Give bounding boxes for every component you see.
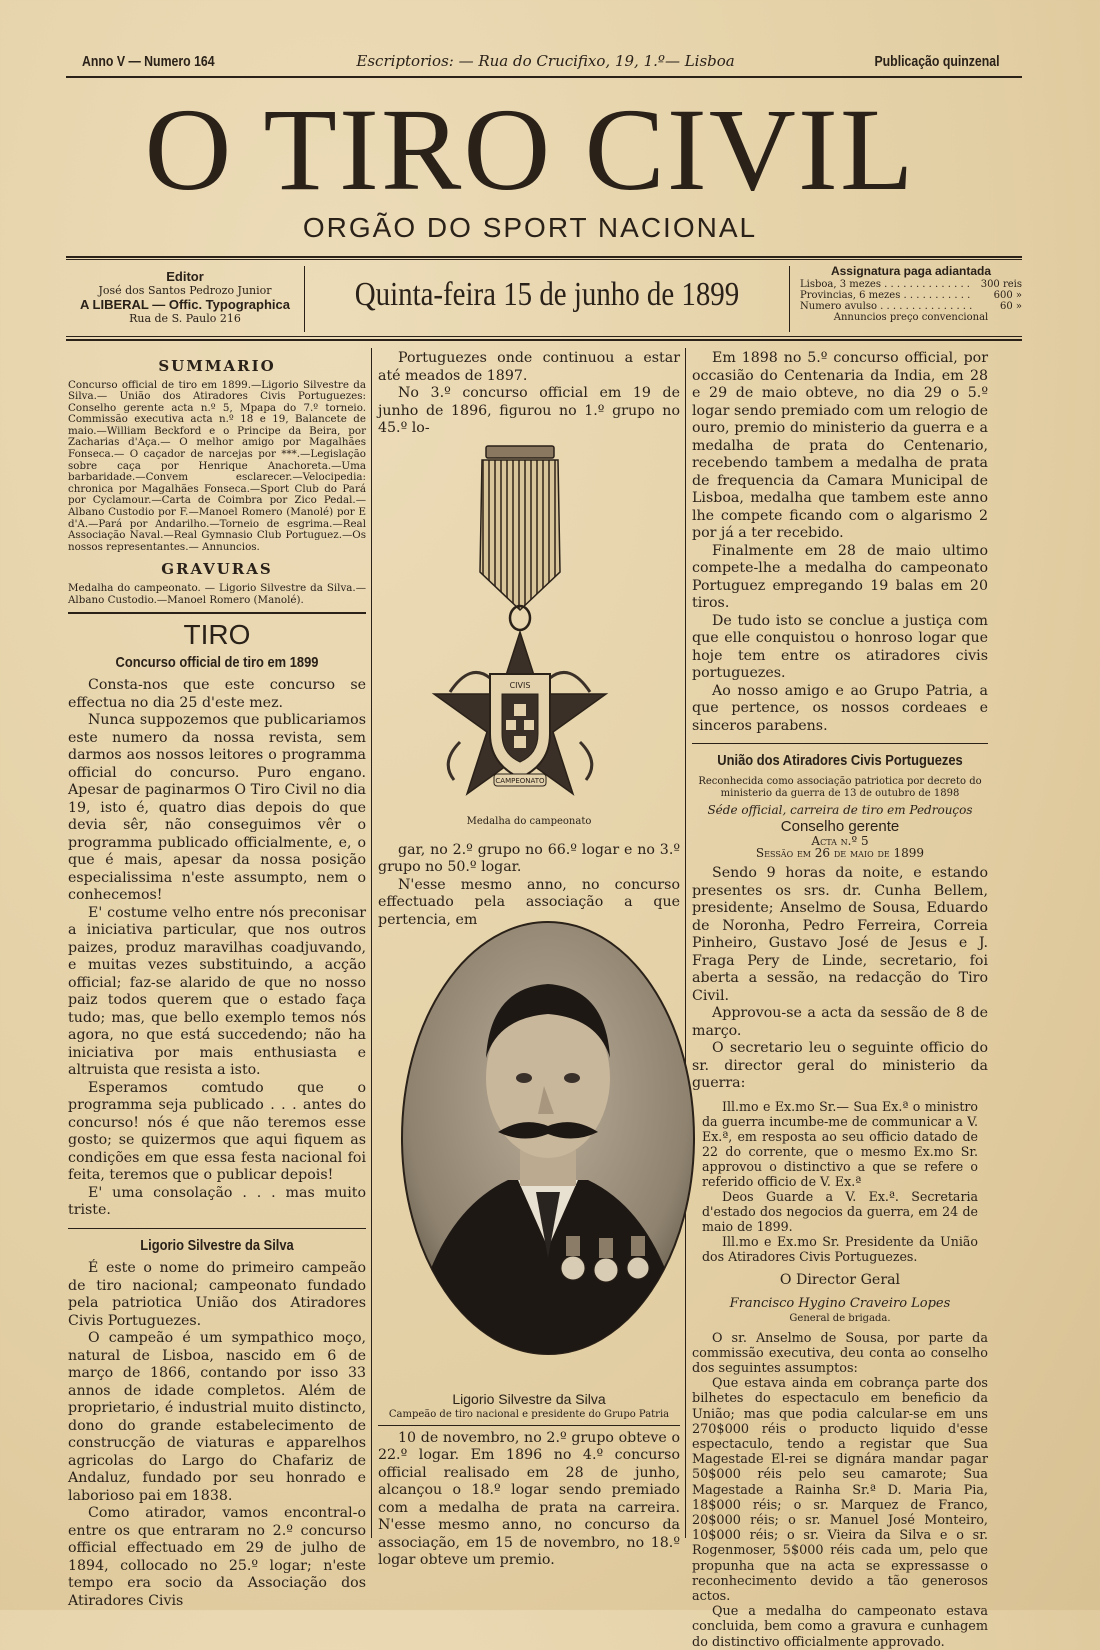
article-heading: União dos Atiradores Civis Portuguezes [717,752,963,769]
paragraph: Ao nosso amigo e ao Grupo Patria, a que pertence, os nossos cordeaes e sinceros parabens. [692,682,988,734]
article-rule [68,1228,366,1229]
info-divider [304,266,305,332]
subscription-row: Numero avulso . . . . . . . . . . . . . . . 60 » [800,301,1022,312]
office-address: Escriptorios: — Rua do Crucifixo, 19, 1.º— Lisboa [356,52,735,70]
article-rule [692,743,988,744]
subscription-footer: Annuncios preço convencional [833,312,989,323]
publication-frequency: Publicação quinzenal [874,52,1000,70]
info-top-rule-thin [66,259,1022,260]
editor-name: José dos Santos Pedrozo Junior [98,284,272,297]
subscription-row: Lisboa, 3 mezes . . . . . . . . . . . . . . 300 reis [800,279,1022,290]
summary-text: Concurso official de tiro em 1899.—Ligorio Silvestre da Silva.— União dos Atiradores Civis Portuguezes: Conselho gerente acta n.º 5, Mpapa do 7.º torneio. Commissão executiva acta n.º 18 e 19, Balancete de maio.—William Beckford e o Principe da Beira, por Zacharias d'Aça.— O melhor amigo por Magalhães Fonseca.— O caçador de narcejas por ***.—Legislação sobre caça por Henrique Anachoreta.—Uma barbaridade.—Convem esclarecer.—Velocipedia: chronica por Magalhães Fonseca.—Sport Club do Pará por Cyclamour.—Carta de Coimbra por Zico Pedal.—Albano Custodio por F.—Manoel Romero (Manolé) por E d'A.—Pará por Andarilho.—Torneio de esgrima.—Real Associação Naval.—Real Gymnasio Club Portuguez.—Os nossos representantes.— Annuncios. [68,378,366,553]
recognition-note: Reconhecida como associação patriotica por decreto do ministerio da guerra de 13 de outubro de 1898 [698,775,982,799]
editor-block [66,262,304,336]
column-3 [692,350,988,1650]
masthead-title: O TIRO CIVIL [144,84,916,215]
info-bottom-rule [66,339,1022,341]
paragraph: gar, no 2.º grupo no 66.º logar e no 3.º grupo no 50.º logar. [378,841,680,875]
conselho-heading: Conselho gerente [780,817,900,835]
acta-number: Acta n.º 5 [811,834,869,848]
paragraph: Portuguezes onde continuou a estar até meados de 1897. [378,350,680,384]
gravuras-title: GRAVURAS [161,560,273,579]
info-bar [66,262,1022,336]
info-bottom-rule-thin [66,336,1022,337]
paragraph: E' costume velho entre nós preconisar a iniciativa particular, que nos outros paizes, produz maravilhas coadjuvando, e muitas vezes substituindo, a acção official; faz-se alarido de que no nosso paiz todos querem que o estado faça tudo; mas, que bello exemplo temos nós agora, no que está succedendo; não ha iniciativa por mais enthusiasta e altruista que resista a isto. [68,904,366,1079]
article-heading: Concurso official de tiro em 1899 [115,653,319,671]
paragraph: 10 de novembro, no 2.º grupo obteve o 22.º logar. Em 1896 no 4.º concurso official realisado em 28 de junho, alcançou o 18.º logar sendo premiado com a medalha de prata na carreira. N'esse mesmo anno, no concurso da associação, em 15 de novembro, no 18.º logar obteve um premio. [378,1429,680,1568]
issue-date: Quinta-feira 15 de junho de 1899 [354,276,740,313]
paragraph: Que estava ainda em cobrança parte dos bilhetes do espectaculo em beneficio da União; mas que podia calcular-se em uns 270$000 réis o producto liquido d'esse espectaculo, tendo a registar que Sua Magestade El-rei se dignára mandar pagar 50$000 réis pelo seu camarote; Sua Magestade a Rainha Sr.ª D. Maria Pia, 18$000 réis; o sr. Marquez de Franco, 20$000 réis; o sr. Manuel José Monteiro, 10$000 réis; o sr. Vieira da Silva e o sr. Rogenmoser, 5$000 réis cada um, pelo que propunha que na acta se expressasse o reconhecimento devido a tão generosos actos. [692,1376,988,1604]
ligorio-portrait-image [398,918,698,1358]
section-rule [68,612,366,614]
editor-press: A LIBERAL — Offic. Typographica [80,297,290,312]
info-top-rule [66,256,1022,258]
caption-rule [378,1425,680,1426]
session-date: Sessão em 26 de maio de 1899 [755,846,925,860]
paragraph: Sendo 9 horas da noite, e estando presentes os srs. dr. Cunha Bellem, presidente; Anselmo de Sousa, Eduardo de Noronha, Pedro Ferreira, Correia Pinheiro, Gustavo José de Jesus e J. Fraga Pery de Linde, secretario, foi aberta a sessão, na redacção do Tiro Civil. [692,865,988,1004]
paragraph: Como atirador, vamos encontral-o entre os que entraram no 2.º concurso official effectuado em 29 de julho de 1894, collocado no 25.º logar; n'este tempo era socio da Associação dos Atiradores Civis [68,1505,366,1609]
paragraph: Esperamos comtudo que o programma seja publicado . . . antes do concurso! nós é que não teremos esse gosto; se quizermos que aqui fiquem as condições em que essa festa nacional foi feita, teremos que o publicar depois! [68,1079,366,1184]
column-1 [68,350,366,1610]
paragraph: De tudo isto se conclue a justiça com que elle conquistou o honroso logar que hoje tem entre os atiradores civis portuguezes. [692,612,988,681]
paragraph: É este o nome do primeiro campeão de tiro nacional; campeonato fundado pela patriotica União dos Atiradores Civis Portuguezes. [68,1260,366,1329]
paragraph: O sr. Anselmo de Sousa, por parte da commissão executiva, deu conta ao conselho dos seguintes assumptos: [692,1330,988,1376]
section-title: TIRO [183,619,251,651]
gravuras-text: Medalha do campeonato. — Ligorio Silvestre da Silva.— Albano Custodio.—Manoel Romero (Manolé). [68,581,366,606]
subscription-block [790,262,1022,336]
subscription-row: Provincias, 6 mezes . . . . . . . . . . . 600 » [800,290,1022,301]
summary-title: SUMMARIO [158,357,276,375]
letter-paragraph: Ill.mo e Ex.mo Sr. Presidente da União dos Atiradores Civis Portuguezes. [702,1233,978,1264]
signature-title: O Director Geral [779,1271,901,1288]
signature-rank: General de brigada. [789,1312,891,1324]
paragraph: Approvou-se a acta da sessão de 8 de março. [692,1005,988,1039]
medal-label-civis: CIVIS [509,681,531,690]
paragraph: N'esse mesmo anno, no concurso effectuado pela associação a que pertencia, em [378,876,680,928]
medal-label-campeonato: CAMPEONATO [495,777,545,785]
paragraph: Consta-nos que este concurso se effectua no dia 25 d'este mez. [68,677,366,711]
sede-note: Séde official, carreira de tiro em Pedrouços [707,802,973,817]
editor-address: Rua de S. Paulo 216 [129,312,241,325]
portrait-caption: Campeão de tiro nacional e presidente do Grupo Patria [388,1408,670,1420]
medal-caption: Medalha do campeonato [466,815,592,827]
paragraph: Nunca suppozemos que publicariamos este numero da nossa revista, sem darmos aos nossos leitores o programma official do concurso. Puro engano. Apesar de paginarmos O Tiro Civil no dia 19, isto é, quatro dias depois do que devia sêr, não conseguimos vêr o programma publicado officialmente, e, o que é mais, apesar da nossa posição especialissima n'este assumpto, nem o conhecemos! [68,712,366,904]
letter-paragraph: Ill.mo e Ex.mo Sr.— Sua Ex.ª o ministro da guerra incumbe-me de communicar a V. Ex.ª, em resposta ao seu officio datado de 22 do corrente, que o mesmo Ex.mo Sr. approvou o distinctivo a que se refere o referido officio de V. Ex.ª [702,1098,978,1189]
signature-name: Francisco Hygino Craveiro Lopes [729,1296,951,1311]
paragraph: O campeão é um sympathico moço, natural de Lisboa, nascido em 6 de março de 1866, contando por isso 33 annos de idade completos. Além de proprietario, é industrial muito distincto, dono do grande estabelecimento de construcção de viaturas e apparelhos agricolas do Largo do Chafariz de Andaluz, fundado por seu honrado e laborioso pai em 1838. [68,1330,366,1504]
top-line [82,50,1000,72]
paragraph: O secretario leu o seguinte officio do sr. director geral do ministerio da guerra: [692,1040,988,1091]
column-rule [371,348,372,1538]
subscription-title: Assignatura paga adiantada [830,264,992,278]
paragraph: Que a medalha do campeonato estava concluida, bem como a gravura e cunhagem do distinctivo officialmente approvado. [692,1604,988,1650]
editor-label: Editor [166,269,204,284]
championship-medal-image [410,442,630,802]
top-rule [66,76,1022,78]
article-heading: Ligorio Silvestre da Silva [140,1236,294,1254]
portrait-name: Ligorio Silvestre da Silva [452,1391,606,1407]
paragraph: Finalmente em 28 de maio ultimo compete-lhe a medalha do campeonato Portuguez empregando 19 balas em 20 tiros. [692,542,988,611]
issue-number: Anno V — Numero 164 [82,52,215,70]
paragraph: E' uma consolação . . . mas muito triste. [68,1184,366,1219]
paragraph: No 3.º concurso official em 19 de junho de 1896, figurou no 1.º grupo no 45.º lo- [378,385,680,436]
commission-report [692,1331,988,1650]
paragraph: Em 1898 no 5.º concurso official, por occasião do Centenaria da India, em 28 e 29 de maio obteve, no dia 29 o 5.º logar sendo premiado com um relogio de ouro, premio do ministerio da guerra e a medalha de prata do Centenario, recebendo tambem a medalha de prata de frequencia da Camara Municipal de Lisboa, medalha que tambem este anno lhe compete ficando com o algarismo 2 por já a ter recebido. [692,350,988,541]
masthead-subtitle: ORGÃO DO SPORT NACIONAL [302,212,758,243]
official-letter [692,1093,988,1266]
letter-paragraph: Deos Guarde a V. Ex.ª. Secretaria d'estado dos negocios da guerra, em 24 de maio de 1899. [702,1188,978,1234]
